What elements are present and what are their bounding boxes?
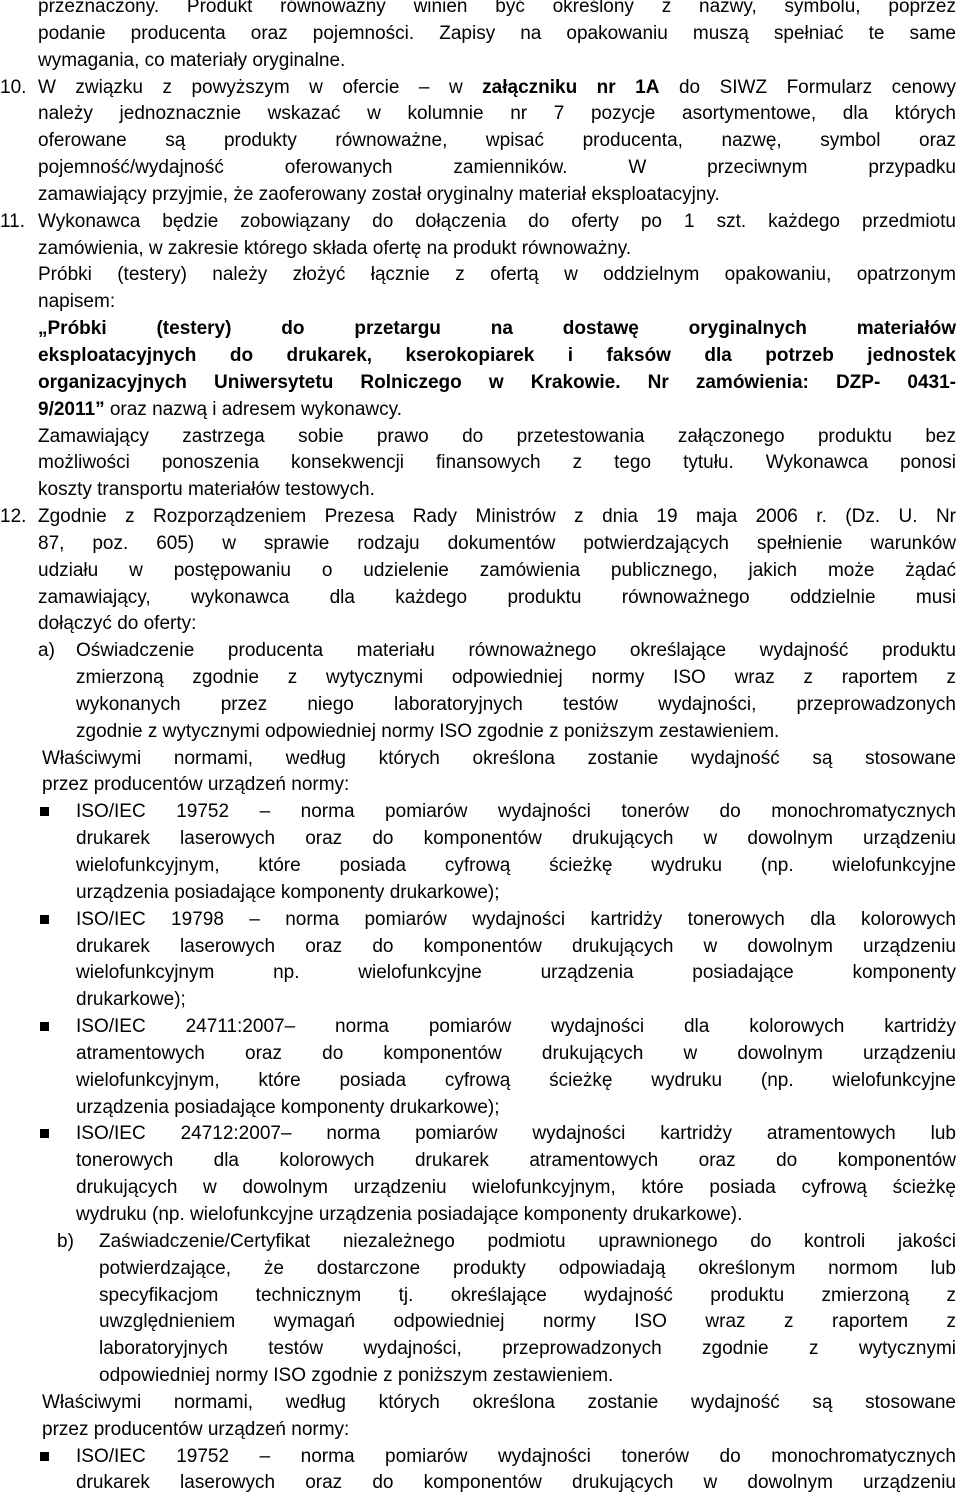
paragraph-10-line xyxy=(0,75,956,102)
paragraph-number: 10. xyxy=(0,76,27,98)
text-line: Zamawiający zastrzega sobie prawo do przetestowania załączonego produktu bez xyxy=(38,425,956,447)
text-span: Zgodnie z Rozporządzeniem Prezesa Rady Ministrów z dnia 19 maja 2006 r. (Dz. U. Nr xyxy=(38,506,956,528)
list-label: a) xyxy=(38,640,55,662)
text-span: ISO/IEC 19752 – norma pomiarów wydajności tonerów do monochromatycznych xyxy=(76,801,956,823)
text-line: urządzenia posiadające komponenty drukarkowe); xyxy=(76,1096,500,1118)
text-line: potwierdzające, że dostarczone produkty odpowiadają określonym normom lub xyxy=(99,1257,956,1279)
list-item xyxy=(0,907,956,934)
text-line: zgodnie z wytycznymi odpowiedniej normy ISO zgodnie z poniższym zestawieniem. xyxy=(76,720,780,742)
paragraph-12-line xyxy=(0,504,956,531)
text-line: 87, poz. 605) w sprawie rodzaju dokumentów potwierdzających spełnienie warunków xyxy=(38,532,956,554)
text-line: wymagania, co materiały oryginalne. xyxy=(38,49,346,71)
text-line: laboratoryjnych testów wydajności, przeprowadzonych zgodnie z wytycznymi xyxy=(99,1338,956,1360)
text-line: wielofunkcyjnym np. wielofunkcyjne urządzenia posiadające komponenty xyxy=(76,962,956,984)
text-line: zamówienia, w zakresie którego składa ofertę na produkt równoważny. xyxy=(38,237,632,259)
text-line: wykonanych przez niego laboratoryjnych testów wydajności, przeprowadzonych xyxy=(76,693,956,715)
text-line: zamawiający, wykonawca dla każdego produktu równoważnego oddzielnie musi xyxy=(38,586,956,608)
text-line xyxy=(0,397,956,424)
square-bullet-icon xyxy=(40,1452,49,1461)
text-line: przez producentów urządzeń normy: xyxy=(42,774,350,796)
text-line: wydruku (np. wielofunkcyjne urządzenia posiadające komponenty drukarkowe). xyxy=(76,1203,743,1225)
item-a-line xyxy=(0,638,956,665)
text-line: koszty transportu materiałów testowych. xyxy=(38,479,375,501)
text-line: zamawiający przyjmie, że zaoferowany został oryginalny materiał eksploatacyjny. xyxy=(38,183,720,205)
text-line: drukarek laserowych oraz do komponentów drukujących w dowolnym urządzeniu xyxy=(76,828,956,850)
list-label: b) xyxy=(57,1230,74,1252)
text-line: wielofunkcyjnym, które posiada cyfrową ścieżkę wydruku (np. wielofunkcyjne xyxy=(76,1069,956,1091)
text-line: wielofunkcyjnym, które posiada cyfrową ścieżkę wydruku (np. wielofunkcyjne xyxy=(76,855,956,876)
text-line: drukarkowe); xyxy=(76,989,186,1011)
text-line: drukujących w dowolnym urządzeniu wielofunkcyjnym, które posiada cyfrową ścieżkę xyxy=(76,1177,956,1199)
square-bullet-icon xyxy=(40,1129,49,1138)
square-bullet-icon xyxy=(40,807,49,816)
text-line: przeznaczony. Produkt równoważny winien być określony z nazwy, symbolu, poprzez xyxy=(38,0,956,17)
text-span: W związku z powyższym w ofercie – w xyxy=(38,76,483,98)
list-item xyxy=(0,1444,956,1471)
text-line: specyfikacjom technicznym tj. określające wydajność produktu zmierzoną z xyxy=(99,1284,956,1306)
paragraph-number: 11. xyxy=(0,210,26,232)
text-line: tonerowych dla kolorowych drukarek atramentowych oraz do komponentów xyxy=(76,1150,956,1172)
text-line: napisem: xyxy=(38,291,116,313)
list-item xyxy=(0,1014,956,1041)
list-item xyxy=(0,799,956,826)
text-span: oraz nazwą i adresem wykonawcy. xyxy=(104,398,403,420)
text-line: drukarek laserowych oraz do komponentów drukujących w dowolnym urządzeniu xyxy=(76,935,956,957)
text-span: ISO/IEC 24712:2007– norma pomiarów wydajności kartridży atramentowych lub xyxy=(76,1123,956,1145)
text-line: atramentowych oraz do komponentów drukujących w dowolnym urządzeniu xyxy=(76,1042,956,1064)
text-line: oferowane są produkty równoważne, wpisać producenta, nazwę, symbol oraz xyxy=(38,130,956,152)
text-line: Próbki (testery) należy złożyć łącznie z ofertą w oddzielnym opakowaniu, opatrzonym xyxy=(38,264,956,286)
text-line: możliwości ponoszenia konsekwencji finansowych z tego tytułu. Wykonawca ponosi xyxy=(38,452,956,474)
text-line: Właściwymi normami, według których określona zostanie wydajność są stosowane xyxy=(42,747,956,769)
text-span: do SIWZ Formularz cenowy xyxy=(659,76,956,98)
text-span: Wykonawca będzie zobowiązany do dołączenia do oferty po 1 szt. każdego przedmiotu xyxy=(38,210,956,232)
text-line: odpowiedniej normy ISO zgodnie z poniższym zestawieniem. xyxy=(99,1365,614,1387)
bold-text-line: „Próbki (testery) do przetargu na dostawę oryginalnych materiałów xyxy=(38,318,956,340)
square-bullet-icon xyxy=(40,1022,49,1031)
text-span: Oświadczenie producenta materiału równoważnego określające wydajność produktu xyxy=(76,640,956,662)
text-line: pojemność/wydajność oferowanych zamienników. W przeciwnym przypadku xyxy=(38,157,956,179)
text-line: przez producentów urządzeń normy: xyxy=(42,1418,350,1440)
text-line: drukarek laserowych oraz do komponentów drukujących w dowolnym urządzeniu xyxy=(76,1472,956,1494)
text-line: podanie producenta oraz pojemności. Zapisy na opakowaniu muszą spełniać te same xyxy=(38,22,956,44)
text-span: Zaświadczenie/Certyfikat niezależnego podmiotu uprawnionego do kontroli jakości xyxy=(99,1230,956,1252)
text-line: należy jednoznacznie wskazać w kolumnie nr 7 pozycje asortymentowe, dla których xyxy=(38,103,956,125)
text-line: urządzenia posiadające komponenty drukarkowe); xyxy=(76,881,500,903)
text-line: zmierzoną zgodnie z wytycznymi odpowiedniej normy ISO wraz z raportem z xyxy=(76,667,956,689)
paragraph-number: 12. xyxy=(0,506,27,528)
list-item xyxy=(0,1121,956,1148)
square-bullet-icon xyxy=(40,915,49,924)
text-span: ISO/IEC 24711:2007– norma pomiarów wydajności dla kolorowych kartridży xyxy=(76,1016,956,1038)
bold-text-line: organizacyjnych Uniwersytetu Rolniczego w Krakowie. Nr zamówienia: DZP- 0431- xyxy=(38,371,956,393)
text-line: dołączyć do oferty: xyxy=(38,613,197,635)
bold-span: 9/2011” xyxy=(38,398,105,420)
bold-span: załączniku nr 1A xyxy=(482,76,660,98)
text-line: uwzględnieniem wymagań odpowiedniej normy ISO wraz z raportem z xyxy=(99,1311,956,1333)
text-span: ISO/IEC 19752 – norma pomiarów wydajności tonerów do monochromatycznych xyxy=(76,1445,956,1467)
text-line: udziału w postępowaniu o udzielenie zamówienia publicznego, jakich może żądać xyxy=(38,559,956,581)
text-span: ISO/IEC 19798 – norma pomiarów wydajności kartridży tonerowych dla kolorowych xyxy=(76,908,956,930)
paragraph-11-line xyxy=(0,209,956,236)
item-b-line xyxy=(0,1229,956,1256)
text-line: Właściwymi normami, według których określona zostanie wydajność są stosowane xyxy=(42,1391,956,1413)
bold-text-line: eksploatacyjnych do drukarek, kserokopiarek i faksów dla potrzeb jednostek xyxy=(38,344,956,366)
